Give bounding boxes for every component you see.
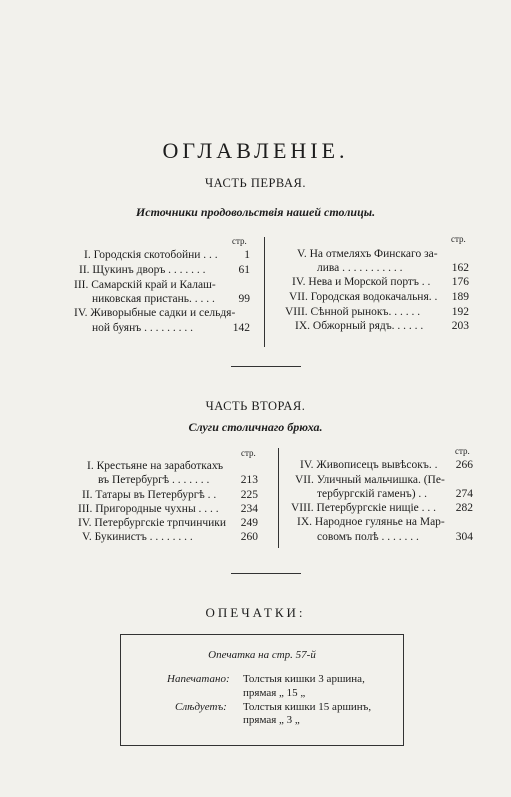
toc-entry: IV. Нева и Морской портъ . . bbox=[292, 276, 431, 288]
part2-section-title: Слуги столичнаго брюха. bbox=[188, 420, 323, 434]
toc-entry: III. Самарскій край и Калаш- bbox=[74, 279, 216, 291]
toc-page: 249 bbox=[240, 517, 258, 529]
toc-page: 162 bbox=[451, 262, 469, 274]
toc-entry: VIII. Сѣнной рынокъ. . . . . . bbox=[285, 306, 421, 318]
page-title: ОГЛАВЛЕНІЕ. bbox=[162, 138, 349, 163]
part2-left-str-label: стр. bbox=[241, 448, 256, 458]
toc-entry: II. Щукинъ дворъ . . . . . . . bbox=[79, 264, 206, 276]
toc-entry: I. Городскія скотобойни . . . bbox=[84, 249, 218, 261]
toc-entry: VII. Уличный мальчишка. (Пе- bbox=[295, 474, 445, 486]
toc-entry: IX. Народное гулянье на Мар- bbox=[297, 516, 445, 528]
column-divider bbox=[264, 237, 265, 347]
errata-should-line2: прямая „ 3 „ bbox=[243, 714, 300, 726]
toc-page: 282 bbox=[455, 502, 473, 514]
part1-heading: ЧАСТЬ ПЕРВАЯ. bbox=[205, 176, 306, 190]
toc-page: 266 bbox=[455, 459, 473, 471]
toc-entry: IV. Живорыбные садки и сельдя- bbox=[74, 307, 236, 319]
toc-entry: ной буянъ . . . . . . . . . bbox=[92, 322, 193, 334]
toc-page: 225 bbox=[240, 489, 258, 501]
toc-entry: въ Петербургѣ . . . . . . . bbox=[98, 474, 210, 486]
toc-page: 61 bbox=[238, 264, 250, 276]
toc-entry: никовская пристань. . . . . bbox=[92, 293, 215, 305]
toc-entry: V. Букинистъ . . . . . . . . bbox=[82, 531, 193, 543]
toc-entry: V. На отмеляхъ Финскаго за- bbox=[297, 248, 438, 260]
errata-box bbox=[120, 634, 404, 746]
toc-entry: VII. Городская водокачальня. . bbox=[289, 291, 438, 303]
errata-printed-line1: Толстыя кишки 3 аршина, bbox=[243, 673, 365, 685]
toc-entry: III. Пригородные чухны . . . . bbox=[78, 503, 219, 515]
toc-page: 213 bbox=[240, 474, 258, 486]
errata-should-label: Слѣдуетъ: bbox=[175, 701, 227, 713]
part1-right-str-label: стр. bbox=[451, 234, 466, 244]
toc-entry: IV. Петербургскіе трпчинчики bbox=[78, 517, 227, 529]
part2-right-str-label: стр. bbox=[455, 446, 470, 456]
toc-entry: I. Крестьяне на заработкахъ bbox=[87, 460, 224, 472]
part1-left-str-label: стр. bbox=[232, 236, 247, 246]
column-divider bbox=[278, 448, 279, 548]
errata-printed-label: Напечатано: bbox=[167, 673, 230, 685]
toc-page: 192 bbox=[451, 306, 469, 318]
toc-entry: IV. Живописецъ вывѣсокъ. . bbox=[300, 459, 438, 471]
toc-page: 142 bbox=[232, 322, 250, 334]
toc-page: 274 bbox=[455, 488, 473, 500]
errata-title: ОПЕЧАТКИ: bbox=[205, 605, 306, 620]
toc-page: 1 bbox=[244, 249, 250, 261]
toc-entry: тербургскій гаменъ) . . bbox=[317, 488, 428, 500]
toc-entry: VIII. Петербургскіе нищіе . . . bbox=[291, 502, 437, 514]
toc-page: 176 bbox=[451, 276, 469, 288]
errata-printed-line2: прямая „ 15 „ bbox=[243, 687, 306, 699]
toc-page: 99 bbox=[238, 293, 250, 305]
toc-page: 234 bbox=[240, 503, 258, 515]
errata-should-line1: Толстыя кишки 15 аршинъ, bbox=[243, 701, 372, 713]
part1-section-title: Источники продовольствія нашей столицы. bbox=[135, 205, 376, 219]
toc-entry: совомъ полѣ . . . . . . . bbox=[317, 531, 419, 543]
section-rule bbox=[231, 366, 301, 367]
toc-page: 260 bbox=[240, 531, 258, 543]
toc-entry: II. Татары въ Петербургѣ . . bbox=[82, 489, 217, 501]
toc-entry: IX. Обжорный рядъ. . . . . . bbox=[295, 320, 424, 332]
toc-entry: лива . . . . . . . . . . . bbox=[317, 262, 403, 274]
errata-heading: Опечатка на стр. 57-й bbox=[208, 649, 316, 661]
toc-page: 304 bbox=[455, 531, 473, 543]
part2-heading: ЧАСТЬ ВТОРАЯ. bbox=[205, 399, 306, 413]
toc-page: 203 bbox=[451, 320, 469, 332]
toc-page: 189 bbox=[451, 291, 469, 303]
section-rule bbox=[231, 573, 301, 574]
